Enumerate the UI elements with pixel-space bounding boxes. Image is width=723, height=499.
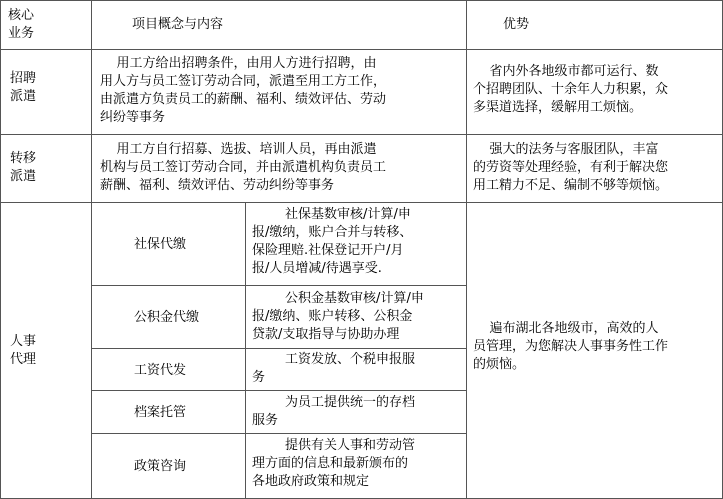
col-divider-2 — [466, 0, 467, 499]
transfer-dispatch-content: 用工方自行招募、选拔、培训人员，再由派遣 机构与员工签订劳动合同，并由派遣机构负责员工 薪酬、福利、绩效评估、劳动纠纷等事务 — [100, 142, 387, 193]
sub-label-housing-fund: 公积金代缴 — [134, 310, 200, 325]
sub-content-housing-fund: 公积金基数审核/计算/申 报/缴纳、账户转移、公积金 贷款/支取指导与协助办理 — [252, 291, 424, 342]
sub-label-payroll: 工资代发 — [134, 363, 187, 378]
row-divider-2 — [0, 202, 723, 203]
header-advantage: 优势 — [503, 17, 530, 32]
sub-label-policy: 政策咨询 — [134, 459, 187, 474]
sub-row-divider-3 — [91, 390, 466, 391]
sub-label-archives: 档案托管 — [134, 405, 187, 420]
sub-row-divider-4 — [91, 433, 466, 434]
row-label-recruitment-dispatch: 招聘 派遣 — [10, 71, 37, 104]
recruitment-dispatch-advantage: 省内外各地级市都可运行、数 个招聘团队、十余年人力积累，众 多渠道选择，缓解用工烦恼。 — [473, 64, 669, 115]
header-concept: 项目概念与内容 — [132, 17, 224, 32]
sub-row-divider-2 — [91, 348, 466, 349]
col-divider-1 — [91, 0, 92, 499]
row-label-hr-agency: 人事 代理 — [10, 334, 37, 367]
border-left — [0, 0, 1, 499]
sub-content-social-security: 社保基数审核/计算/申 报/缴纳，账户合并与转移、 保险理赔.社保登记开户/月 报/人员增减/待遇享受. — [252, 207, 413, 276]
sub-content-payroll: 工资发放、个税申报服 务 — [252, 352, 416, 385]
sub-label-social-security: 社保代缴 — [134, 237, 187, 252]
col-divider-sub — [245, 203, 246, 499]
sub-content-archives: 为员工提供统一的存档 服务 — [252, 395, 416, 428]
border-top — [0, 0, 723, 1]
row-label-transfer-dispatch: 转移 派遣 — [10, 151, 37, 184]
transfer-dispatch-advantage: 强大的法务与客服团队，丰富 的劳资等处理经验，有利于解决您 用工精力不足、编制不够等烦恼。 — [473, 142, 669, 193]
sub-row-divider-1 — [91, 285, 466, 286]
hr-agency-advantage: 遍布湖北各地级市，高效的人 员管理，为您解决人事事务性工作 的烦恼。 — [473, 321, 669, 372]
header-core-business: 核心 业务 — [8, 8, 35, 41]
sub-content-policy: 提供有关人事和劳动管 理方面的信息和最新颁布的 各地政府政策和规定 — [252, 438, 416, 489]
row-divider-1 — [0, 134, 723, 135]
recruitment-dispatch-content: 用工方给出招聘条件，由用人方进行招聘，由 用人方与员工签订劳动合同，派遣至用工方工作， 由派遣方负责员工的薪酬、福利、绩效评估、劳动 纠纷等事务 — [100, 56, 387, 125]
row-divider-header — [0, 49, 723, 50]
